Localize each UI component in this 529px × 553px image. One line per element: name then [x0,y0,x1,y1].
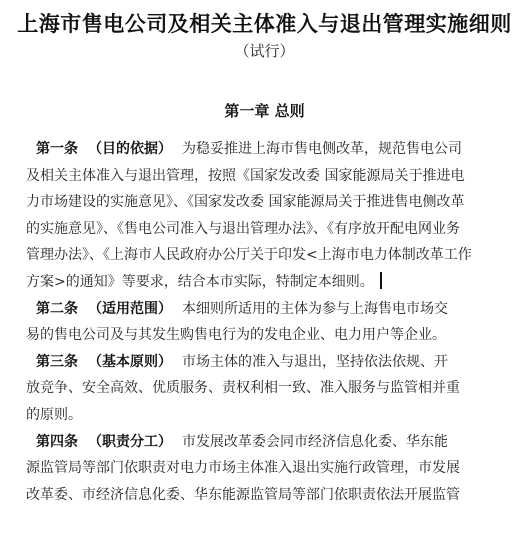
article-2 [26,296,524,349]
article-line [26,296,524,323]
article-subject: （目的依据） [88,141,172,157]
article-line [26,269,524,296]
article-line [26,429,524,456]
article-1 [26,136,524,296]
article-line: 管理办法》、《上海市人民政府办公厅关于印发<上海市电力体制改革工作 [26,247,472,264]
article-subject: （适用范围） [88,300,172,317]
article-3 [26,349,524,429]
article-text: 方案>的通知》等要求，结合本市实际，特制定本细则。 [26,273,374,290]
article-line: 的原则。 [26,406,82,423]
article-number: 第一条 [36,141,78,157]
article-text: 市发展改革委会同市经济信息化委、华东能 [182,433,448,450]
text-cursor[interactable] [380,272,382,289]
article-line: 改革委、市经济信息化委、华东能源监管局等部门依职责依法开展监管 [26,486,460,503]
document-title: 上海市售电公司及相关主体准入与退出管理实施细则 [17,12,512,36]
document-body [26,136,524,508]
article-line [26,136,524,163]
article-subject: （基本原则） [88,353,172,370]
chapter-heading: 第一章 总则 [224,102,305,120]
article-subject: （职责分工） [88,433,172,450]
article-line: 及相关主体准入与退出管理，按照《国家发改委 国家能源局关于推进电 [26,167,465,184]
article-line [26,349,524,376]
article-number: 第二条 [36,300,78,317]
article-line: 放竞争、安全高效、优质服务、责权利相一致、准入服务与监管相并重 [26,380,460,397]
article-4 [26,429,524,509]
article-text: 为稳妥推进上海市售电侧改革，规范售电公司 [182,141,462,157]
document-subtitle: （试行） [234,42,295,60]
article-line: 力市场建设的实施意见》、《国家发改委 国家能源局关于推进售电侧改革 [26,194,465,211]
article-number: 第四条 [36,433,78,450]
article-line: 源监管局等部门依职责对电力市场主体准入退出实施行政管理，市发展 [26,460,460,477]
article-number: 第三条 [36,353,78,370]
article-text: 本细则所适用的主体为参与上海售电市场交 [182,300,448,317]
article-line: 的实施意见》、《售电公司准入与退出管理办法》、《有序放开配电网业务 [26,220,460,237]
article-text: 市场主体的准入与退出，坚持依法依规、开 [182,353,448,370]
article-line: 易的售电公司及与其发生购售电行为的发电企业、电力用户等企业。 [26,327,446,344]
